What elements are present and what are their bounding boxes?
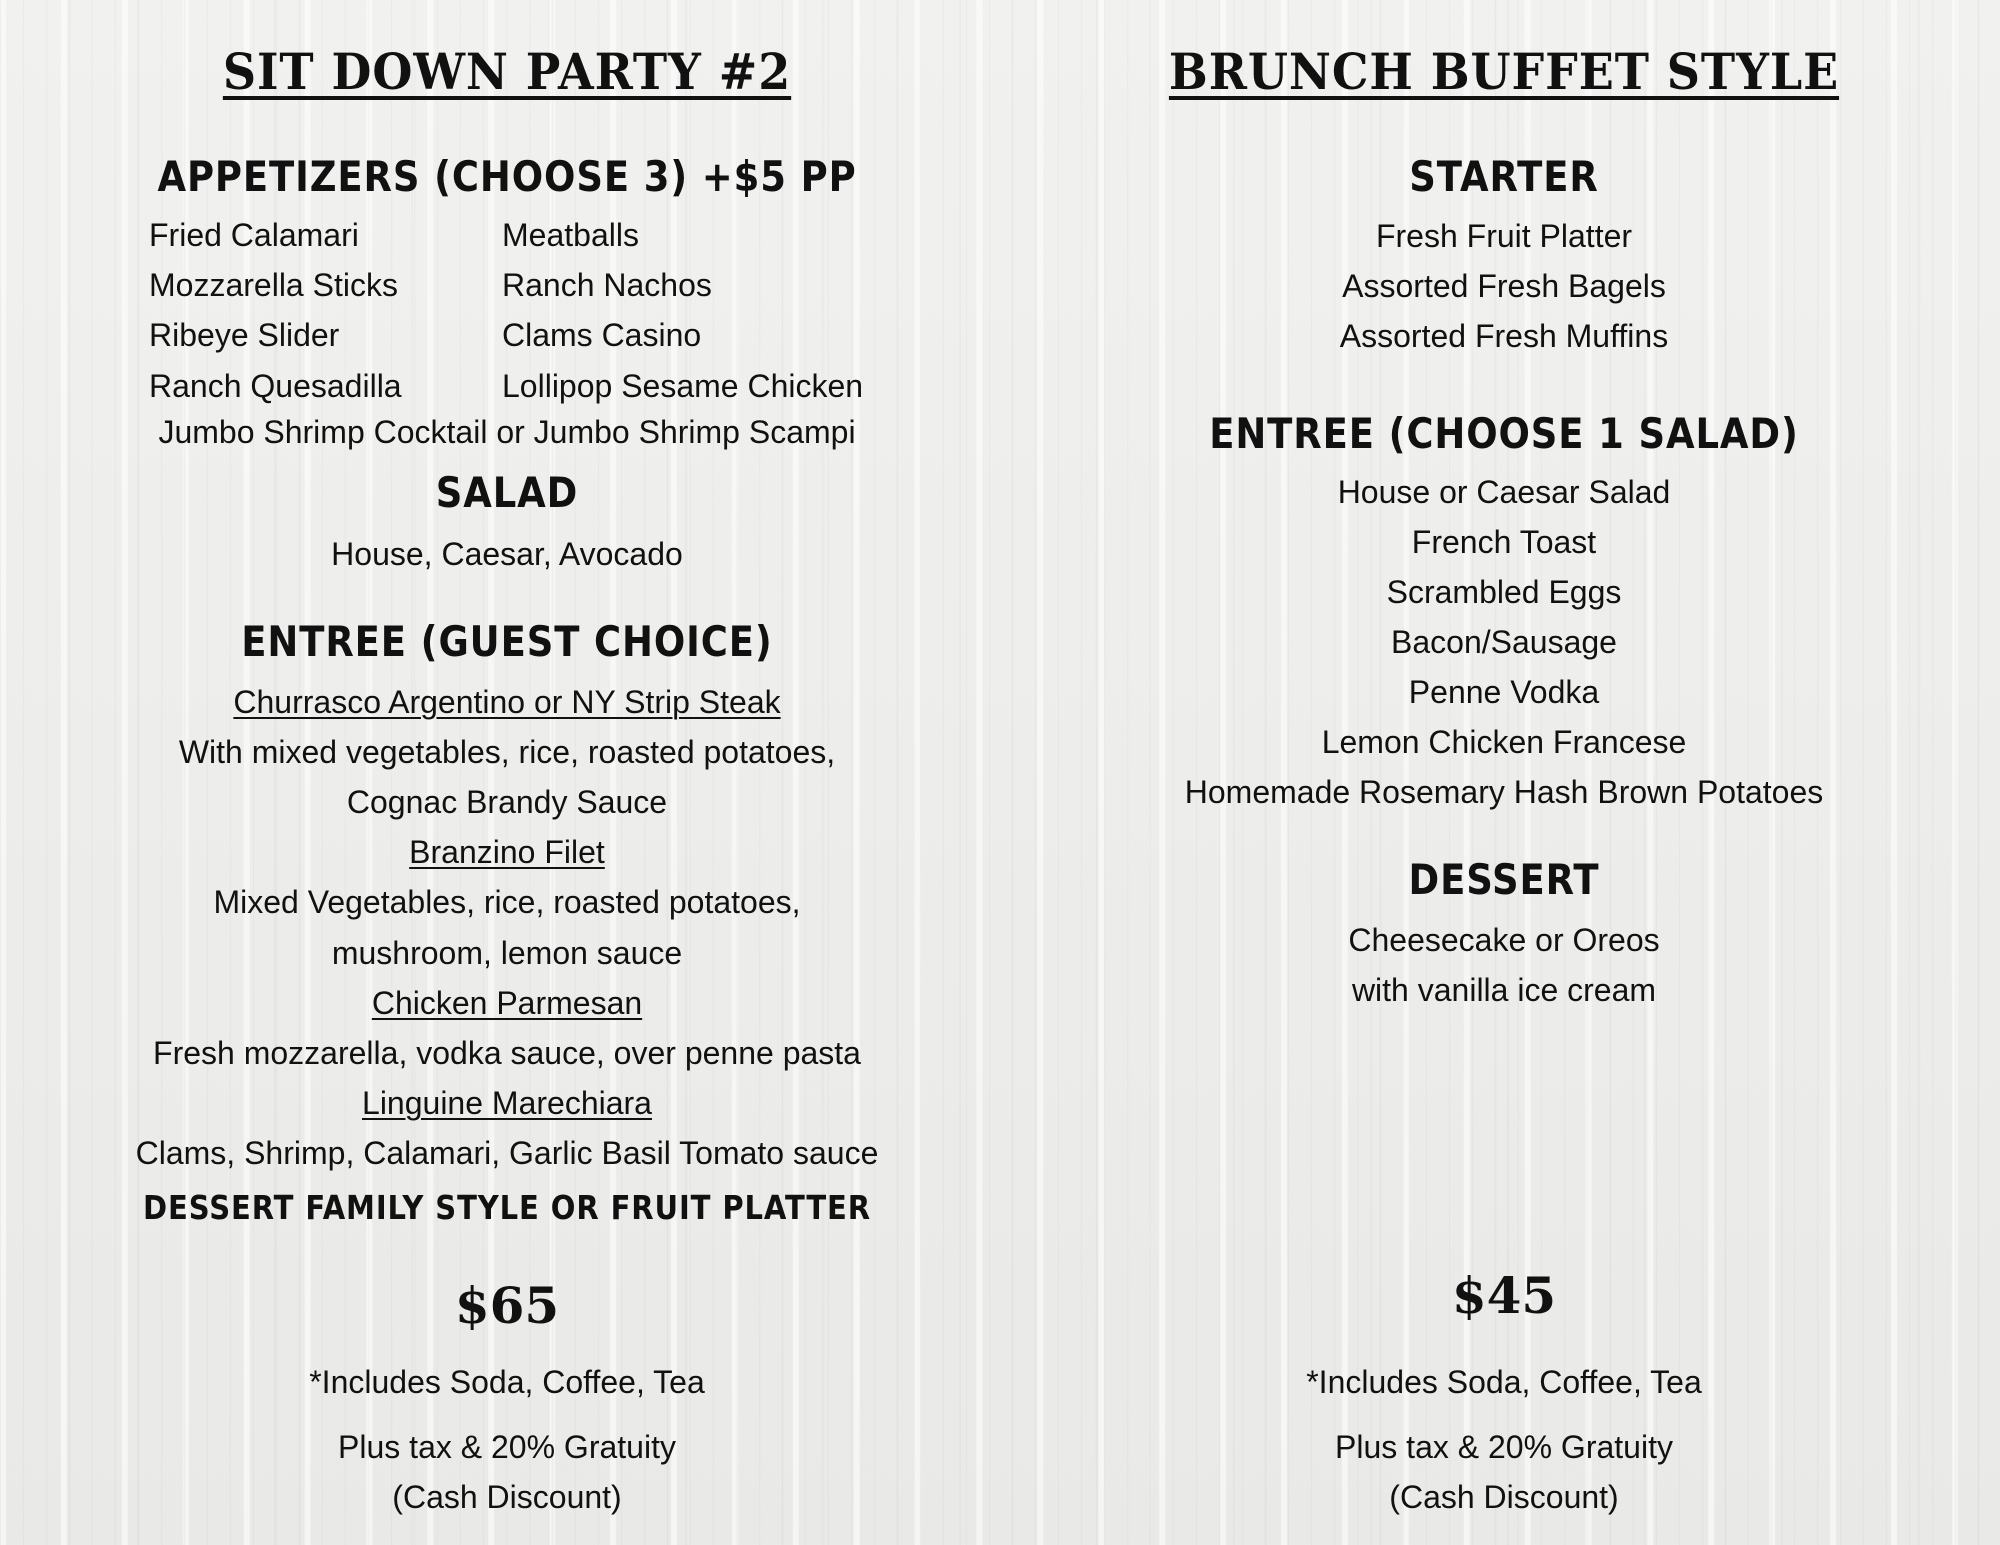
entree-name-text: Branzino Filet xyxy=(409,834,605,870)
appetizer-item: Mozzarella Sticks xyxy=(149,267,398,303)
entree-name xyxy=(7,1085,1007,1122)
dessert-item: with vanilla ice cream xyxy=(1351,972,1657,1008)
entree-description: Mixed Vegetables, rice, roasted potatoes, xyxy=(213,884,801,920)
starter-item: Assorted Fresh Bagels xyxy=(1342,268,1666,304)
appetizer-item: Meatballs xyxy=(502,217,639,253)
dessert-item: Cheesecake or Oreos xyxy=(1348,922,1660,958)
brunch-buffet-menu xyxy=(1004,0,2000,1545)
entree-item: Penne Vodka xyxy=(1408,674,1600,710)
appetizer-item: Ribeye Slider xyxy=(149,317,340,353)
menu-title: BRUNCH BUFFET STYLE xyxy=(1168,42,1840,101)
entree-heading: ENTREE (GUEST CHOICE) xyxy=(241,617,773,666)
entree-name-text: Churrasco Argentino or NY Strip Steak xyxy=(233,684,781,720)
price: $65 xyxy=(454,1276,560,1335)
entree-description: With mixed vegetables, rice, roasted potatoes, xyxy=(178,734,836,770)
appetizers-heading: APPETIZERS (CHOOSE 3) +$5 PP xyxy=(157,152,857,201)
entree-name-text: Linguine Marechiara xyxy=(362,1085,652,1121)
includes-note: *Includes Soda, Coffee, Tea xyxy=(309,1364,705,1400)
entree-name-text: Chicken Parmesan xyxy=(371,985,643,1021)
entree-description: Cognac Brandy Sauce xyxy=(346,784,668,820)
entree-item: Bacon/Sausage xyxy=(1391,624,1617,660)
appetizer-item: Clams Casino xyxy=(502,317,702,353)
appetizer-item: Ranch Quesadilla xyxy=(149,368,402,404)
entree-name xyxy=(7,834,1007,871)
entree-item: Scrambled Eggs xyxy=(1386,574,1622,610)
appetizer-extra: Jumbo Shrimp Cocktail or Jumbo Shrimp Scampi xyxy=(158,414,856,450)
entree-description: Clams, Shrimp, Calamari, Garlic Basil Tomato sauce xyxy=(135,1135,879,1171)
entree-item: French Toast xyxy=(1411,524,1597,560)
menu-title: SIT DOWN PARTY #2 xyxy=(222,42,792,101)
appetizer-item: Lollipop Sesame Chicken xyxy=(502,368,864,404)
price: $45 xyxy=(1451,1266,1557,1325)
entree-heading: ENTREE (CHOOSE 1 SALAD) xyxy=(1209,409,1799,458)
entree-description: Fresh mozzarella, vodka sauce, over penne pasta xyxy=(153,1035,861,1071)
dessert-heading: DESSERT xyxy=(1408,855,1600,904)
starter-item: Assorted Fresh Muffins xyxy=(1339,318,1669,354)
tax-note: Plus tax & 20% Gratuity xyxy=(1335,1429,1673,1465)
tax-note: Plus tax & 20% Gratuity xyxy=(338,1429,676,1465)
salad-options: House, Caesar, Avocado xyxy=(331,536,683,572)
entree-name xyxy=(7,684,1007,721)
entree-item: Homemade Rosemary Hash Brown Potatoes xyxy=(1184,774,1824,810)
cash-discount-note: (Cash Discount) xyxy=(1389,1479,1619,1515)
entree-item: House or Caesar Salad xyxy=(1337,474,1671,510)
dessert-line: DESSERT FAMILY STYLE OR FRUIT PLATTER xyxy=(142,1188,872,1227)
appetizer-item: Ranch Nachos xyxy=(502,267,712,303)
salad-heading: SALAD xyxy=(435,468,579,517)
entree-name xyxy=(7,985,1007,1022)
includes-note: *Includes Soda, Coffee, Tea xyxy=(1306,1364,1702,1400)
appetizer-item: Fried Calamari xyxy=(149,217,359,253)
sit-down-party-menu xyxy=(7,0,1007,1545)
starter-heading: STARTER xyxy=(1409,152,1599,201)
cash-discount-note: (Cash Discount) xyxy=(392,1479,622,1515)
starter-item: Fresh Fruit Platter xyxy=(1375,218,1633,254)
entree-description: mushroom, lemon sauce xyxy=(331,935,683,971)
entree-item: Lemon Chicken Francese xyxy=(1321,724,1687,760)
